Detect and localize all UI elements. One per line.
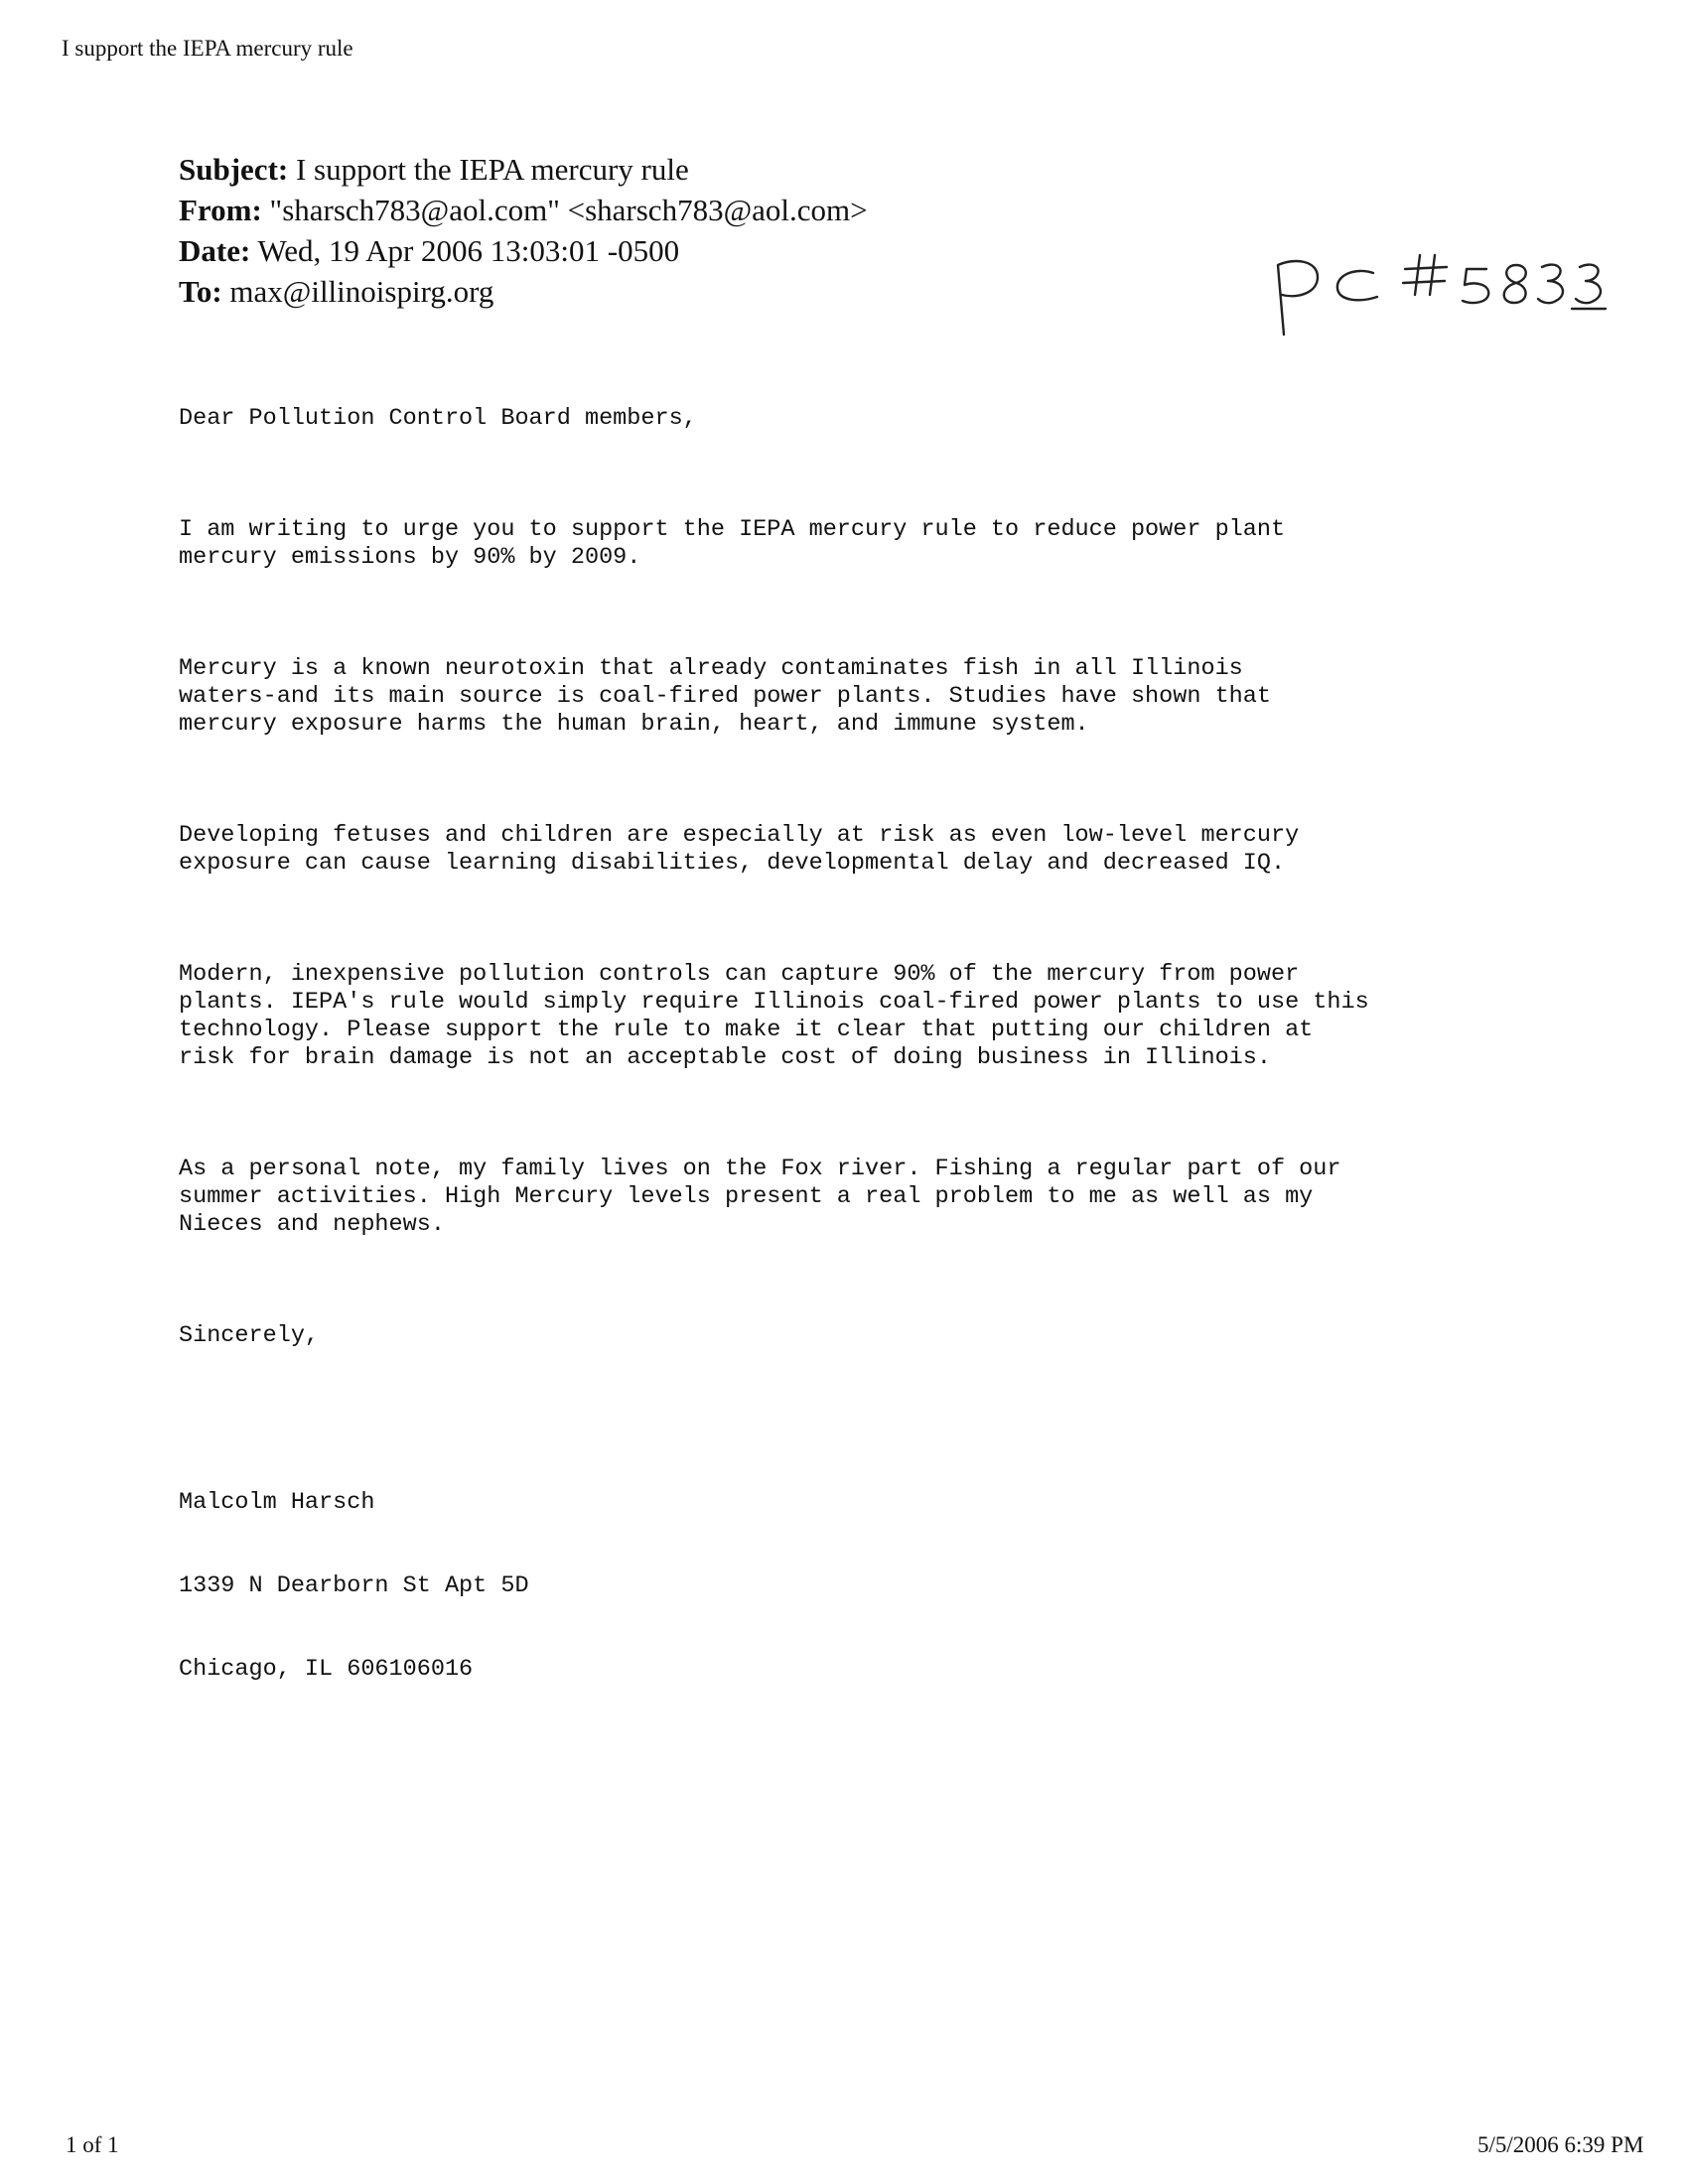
subject-label: Subject: <box>179 152 289 187</box>
footer-page-count: 1 of 1 <box>66 2132 119 2157</box>
body-paragraph-2: Mercury is a known neurotoxin that already contaminates fish in all Illinois waters-and its main source is coal-fired power plants. Studies have shown that mercury exposure harms the human brain, heart, and immune system. <box>179 655 1271 738</box>
signature-address-line-2: Chicago, IL 606106016 <box>179 1656 474 1683</box>
from-row <box>179 190 868 230</box>
handwritten-stamp-drawing <box>1256 243 1623 352</box>
body-paragraph-4: Modern, inexpensive pollution controls can capture 90% of the mercury from power plants. IEPA's rule would simply require Illinois coal-fired power plants to use this technology. Please support the rule to make it clear that putting our children at risk for brain damage is not an acceptable cost of doing business in Illinois. <box>179 961 1369 1071</box>
subject-value: I support the IEPA mercury rule <box>295 152 689 187</box>
to-value: max@illinoispirg.org <box>229 274 494 309</box>
footer-print-timestamp: 5/5/2006 6:39 PM <box>1477 2132 1644 2157</box>
body-paragraph-1: I am writing to urge you to support the IEPA mercury rule to reduce power plant mercury emissions by 90% by 2009. <box>179 516 1286 571</box>
handwritten-pc-number-stamp <box>1256 243 1623 352</box>
from-label: From: <box>179 193 262 227</box>
date-label: Date: <box>179 233 251 268</box>
email-body <box>179 349 1369 1767</box>
signature-block <box>179 1433 1369 1739</box>
date-value: Wed, 19 Apr 2006 13:03:01 -0500 <box>257 233 680 268</box>
greeting: Dear Pollution Control Board members, <box>179 405 697 432</box>
page-header-title: I support the IEPA mercury rule <box>62 36 353 61</box>
subject-row <box>179 149 868 190</box>
to-label: To: <box>179 274 222 309</box>
email-headers <box>179 149 868 312</box>
signature-name: Malcolm Harsch <box>179 1489 375 1516</box>
signature-address-line-1: 1339 N Dearborn St Apt 5D <box>179 1572 529 1599</box>
date-row <box>179 230 868 271</box>
from-value: "sharsch783@aol.com" <sharsch783@aol.com> <box>269 193 868 227</box>
body-paragraph-3: Developing fetuses and children are especially at risk as even low-level mercury exposure can cause learning disabilities, developmental delay and decreased IQ. <box>179 822 1300 877</box>
closing: Sincerely, <box>179 1322 320 1349</box>
to-row <box>179 271 868 312</box>
body-paragraph-5: As a personal note, my family lives on the Fox river. Fishing a regular part of our summer activities. High Mercury levels present a real problem to me as well as my Nieces and nephews. <box>179 1156 1341 1238</box>
